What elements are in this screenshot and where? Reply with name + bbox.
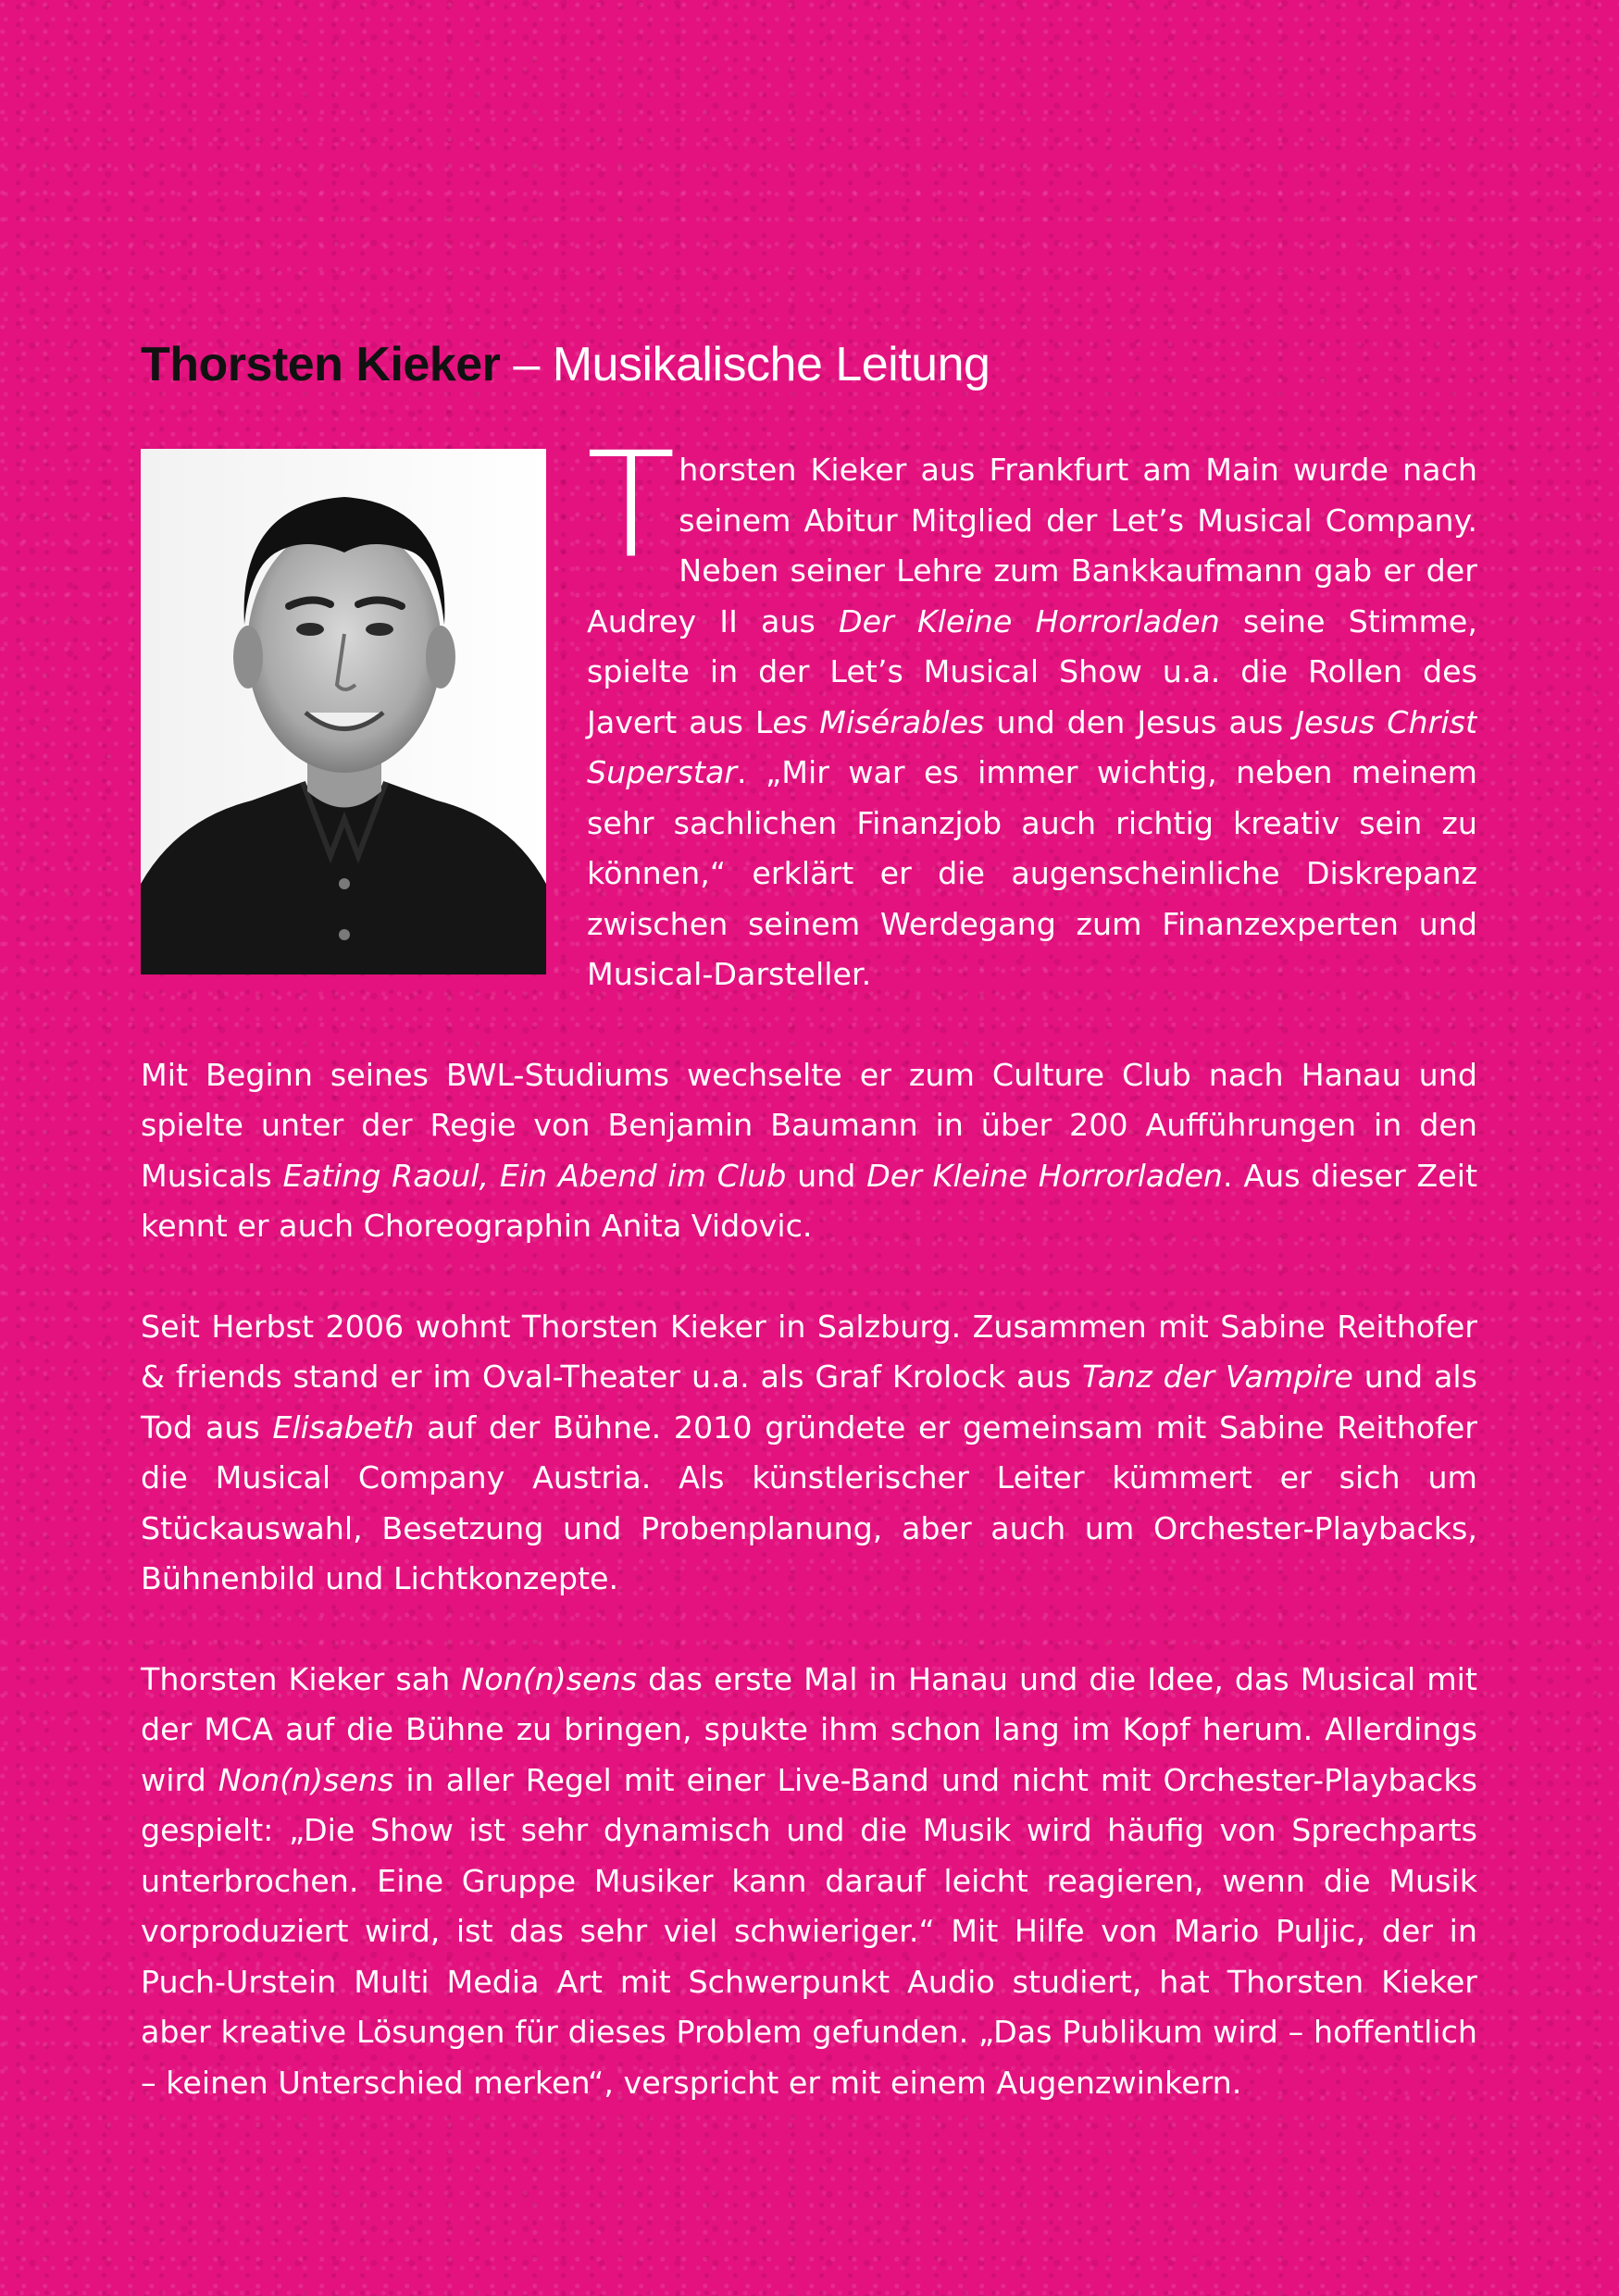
paragraph-3-italic: Elisabeth bbox=[272, 1409, 415, 1446]
paragraph-2-text: und bbox=[786, 1157, 867, 1194]
portrait-photo bbox=[141, 449, 546, 974]
paragraph-2-italic: Eating Raoul, Ein Abend im Club bbox=[282, 1157, 787, 1194]
paragraph-3-italic: Tanz der Vampire bbox=[1081, 1359, 1353, 1396]
paragraph-2 bbox=[141, 1050, 1477, 1252]
paragraph-1-italic: es Misérables bbox=[772, 703, 985, 740]
title-separator: – bbox=[500, 338, 553, 391]
paragraph-4-italic: Non(n)sens bbox=[218, 1761, 394, 1798]
paragraph-1-text: und den Jesus aus bbox=[984, 703, 1296, 740]
paragraph-4-text: das erste Mal in Hanau und die Idee, das Musical mit der MCA auf die Bühne zu bringen, spukte ihm schon lang im Kopf herum. Allerdings wird bbox=[141, 1660, 1477, 1798]
paragraph-3-text: und als Tod aus bbox=[141, 1359, 1477, 1446]
portrait-image bbox=[141, 449, 546, 974]
paragraph-1-text: . „Mir war es immer wichtig, neben meinem sehr sachlichen Finanzjob auch richtig kreativ sein zu können,“ erklärt er die augenscheinliche Diskrepanz zwischen seinem Werdegang zum Finanzexperten und Musical-Darsteller. bbox=[587, 754, 1477, 993]
paragraph-4-italic: Non(n)sens bbox=[461, 1660, 638, 1697]
paragraph-4-text: Thorsten Kieker sah bbox=[141, 1660, 462, 1697]
page-title bbox=[141, 339, 1477, 391]
paragraph-2-italic: Der Kleine Horrorladen bbox=[866, 1157, 1224, 1194]
paragraph-3-text: Seit Herbst 2006 wohnt Thorsten Kieker in Salzburg. Zusammen mit Sabine Reithofer & friends stand er im Oval-Theater u.a. als Graf Krolock aus bbox=[141, 1308, 1477, 1396]
article bbox=[141, 339, 1477, 2108]
paragraph-1-italic: Jesus Christ Superstar bbox=[587, 703, 1477, 791]
paragraph-3 bbox=[141, 1302, 1477, 1605]
paragraph-1-text: seine Stimme, spielte in der Let’s Musical Show u.a. die Rollen des Javert aus L bbox=[587, 602, 1477, 740]
paragraph-spacer bbox=[141, 1000, 1477, 1050]
paragraph-spacer bbox=[141, 1605, 1477, 1655]
paragraph-4 bbox=[141, 1655, 1477, 2109]
intro-section bbox=[141, 445, 1477, 1000]
person-role: Musikalische Leitung bbox=[552, 338, 990, 391]
paragraph-1-italic: Der Kleine Horrorladen bbox=[839, 602, 1220, 639]
paragraph-2-text: Mit Beginn seines BWL-Studiums wechselte er zum Culture Club nach Hanau und spielte unter der Regie von Benjamin Baumann in über 200 Aufführungen in den Musicals bbox=[141, 1056, 1477, 1194]
drop-cap: T bbox=[587, 445, 676, 590]
person-name: Thorsten Kieker bbox=[141, 338, 501, 391]
paragraph-spacer bbox=[141, 1252, 1477, 1302]
paragraph-1-text: horsten Kieker aus Frankfurt am Main wurde nach seinem Abitur Mitglied der Let’s Musical Company. Neben seiner Lehre zum Bankkaufmann gab er der Audrey II aus bbox=[587, 452, 1477, 639]
paragraph-3-text: auf der Bühne. 2010 gründete er gemeinsam mit Sabine Reithofer die Musical Company Austria. Als künstlerischer Leiter kümmert er sich um Stückauswahl, Besetzung und Probenplanung, aber auch um Orchester-Playbacks, Bühnenbild und Lichtkonzepte. bbox=[141, 1409, 1477, 1597]
paragraph-4-text: in aller Regel mit einer Live-Band und nicht mit Orchester-Playbacks gespielt: „Die Show ist sehr dynamisch und die Musik wird häufig von Sprechparts unterbrochen. Eine Gruppe Musiker kann darauf leicht reagieren, wenn die Musik vorproduziert wird, ist das sehr viel schwieriger.“ Mit Hilfe von Mario Puljic, der in Puch-Urstein Multi Media Art mit Schwerpunkt Audio studiert, hat Thorsten Kieker aber kreative Lösungen für dieses Problem gefunden. „Das Publikum wird – hoffentlich – keinen Unterschied merken“, verspricht er mit einem Augenzwinkern. bbox=[141, 1761, 1477, 2101]
paragraph-2-text: . Aus dieser Zeit kennt er auch Choreographin Anita Vidovic. bbox=[141, 1157, 1478, 1245]
